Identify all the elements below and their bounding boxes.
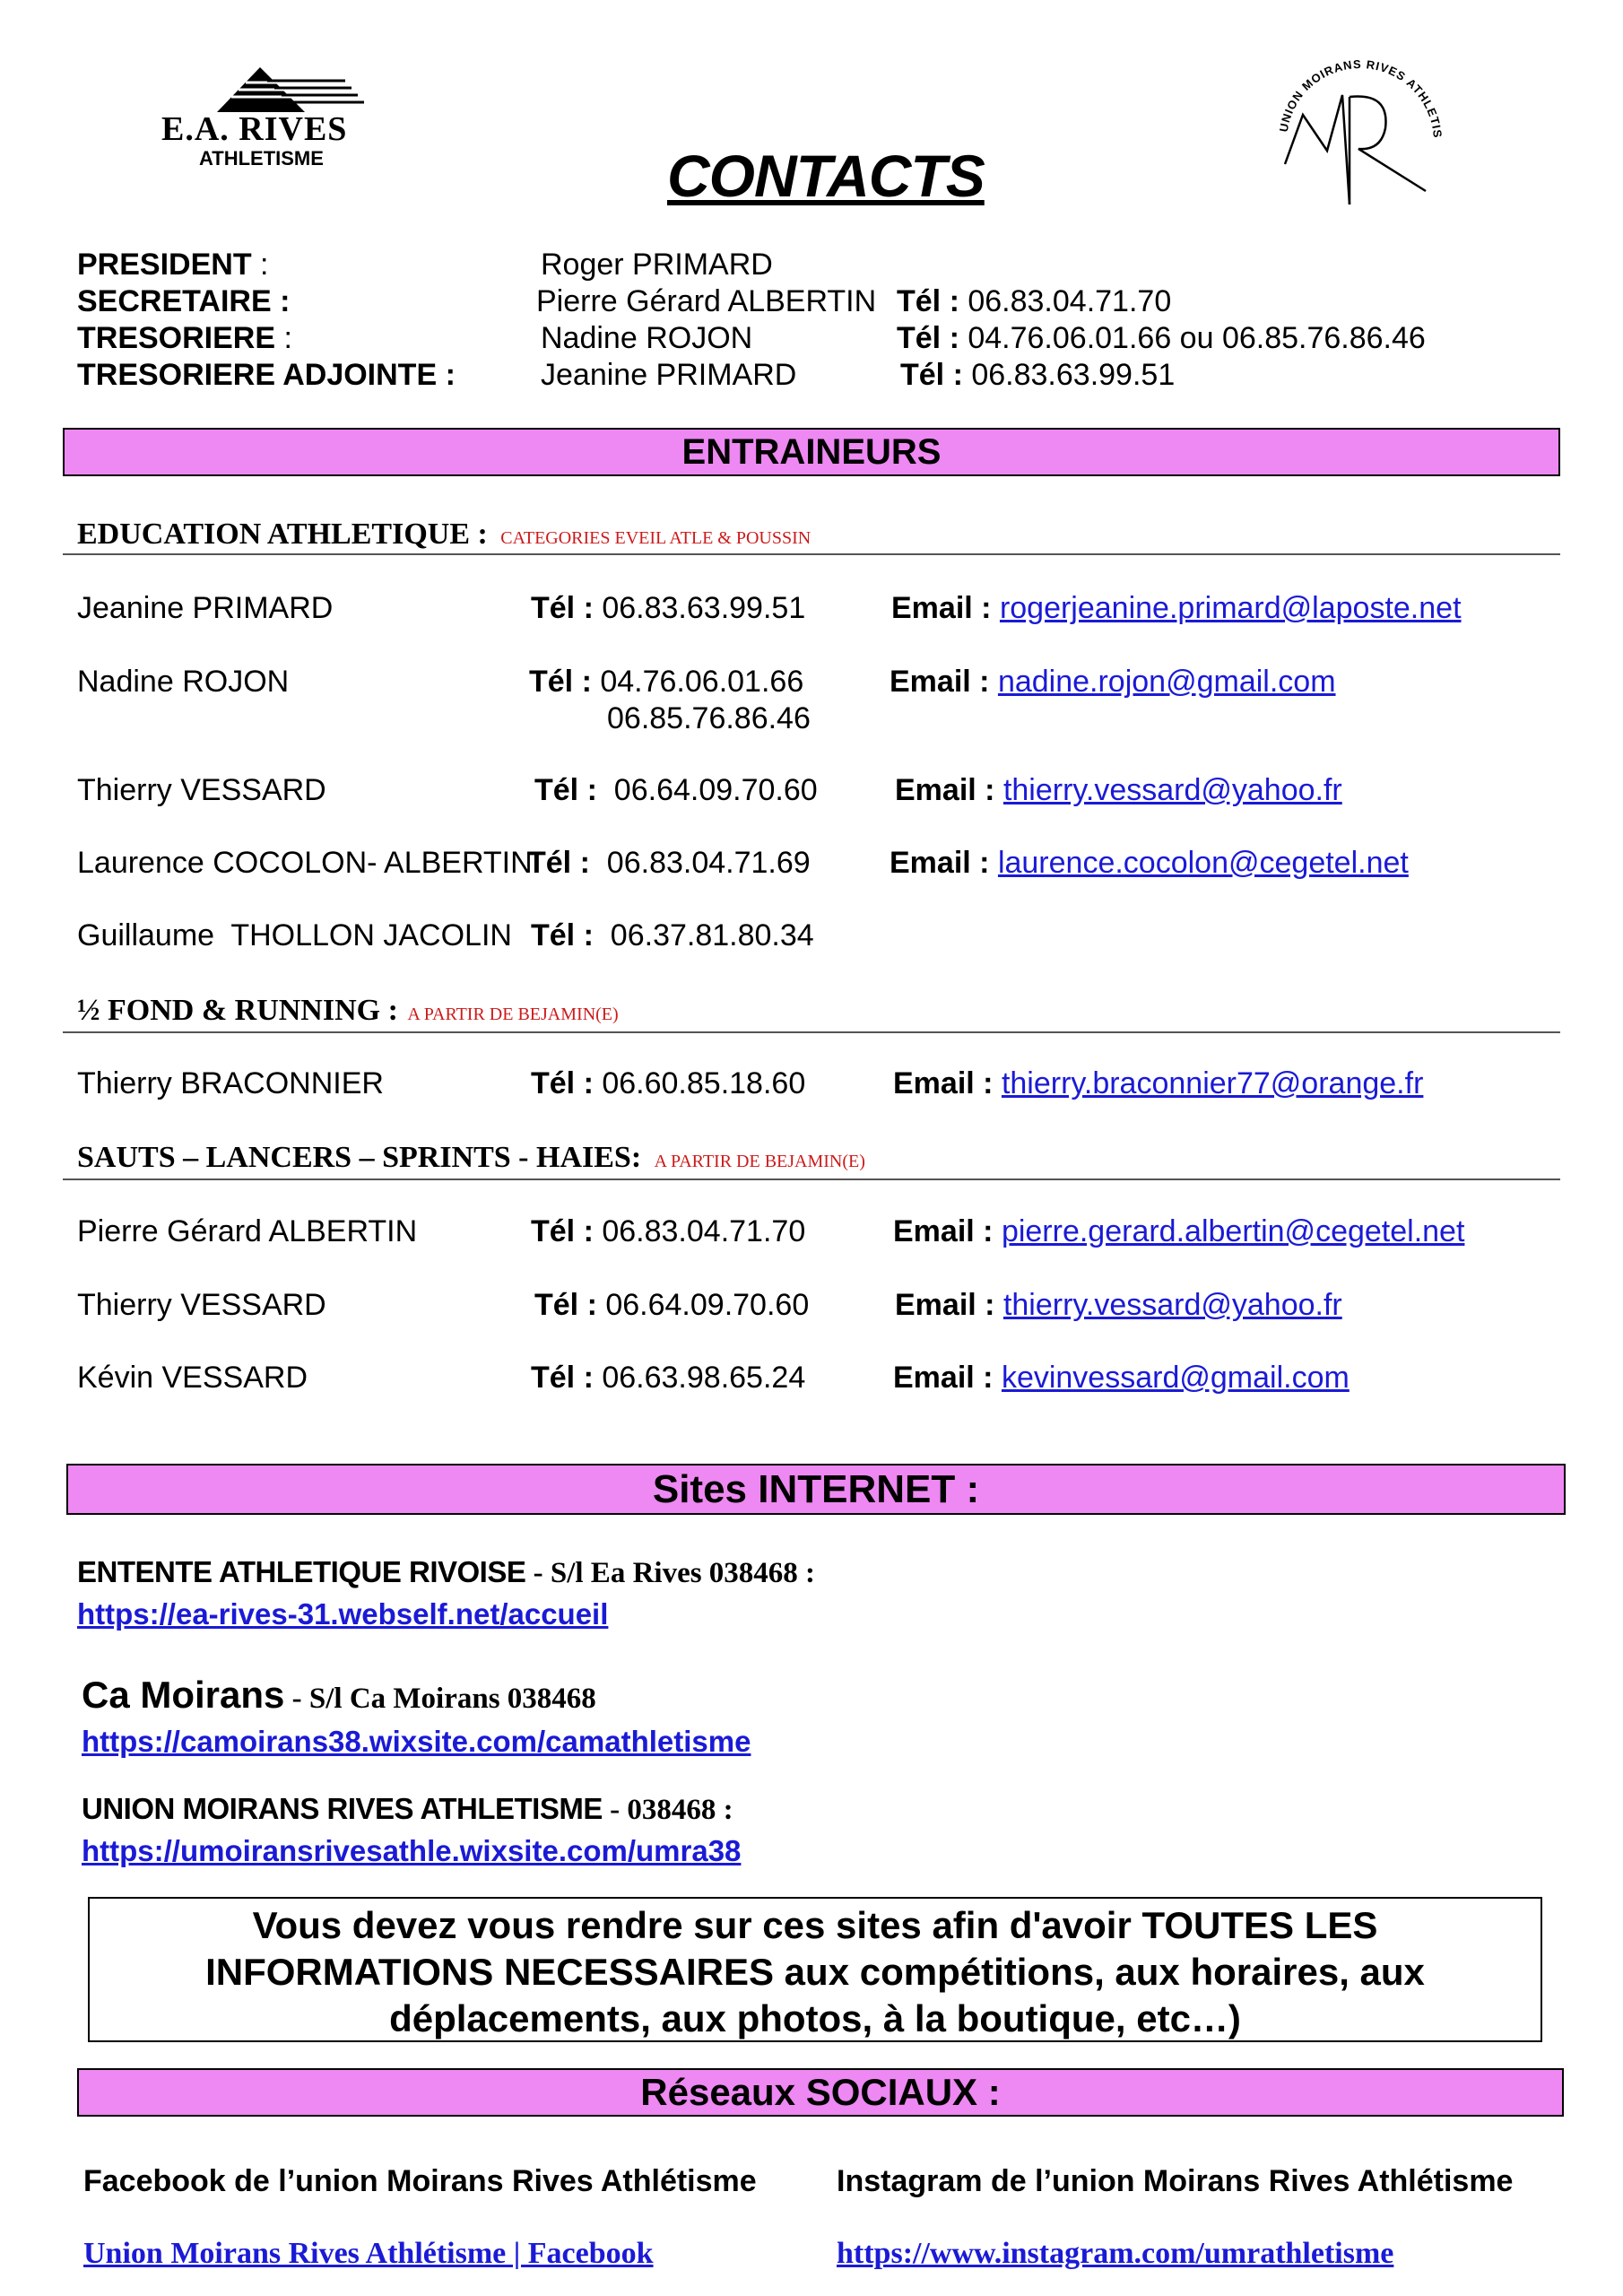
email-link[interactable]: nadine.rojon@gmail.com xyxy=(997,665,1336,699)
coach-email: Email : rogerjeanine.primard@laposte.net xyxy=(891,591,1462,625)
facebook-link[interactable]: Union Moirans Rives Athlétisme | Facebook xyxy=(83,2237,654,2270)
officer-role: TRESORIERE : xyxy=(77,321,292,355)
instagram-link[interactable]: https://www.instagram.com/umrathletisme xyxy=(837,2237,1394,2270)
officer-tel: Tél : 06.83.63.99.51 xyxy=(900,358,1176,392)
officer-role: PRESIDENT : xyxy=(77,248,269,282)
email-link[interactable]: thierry.vessard@yahoo.fr xyxy=(1002,773,1342,807)
section-divider xyxy=(63,1178,1560,1180)
coach-row xyxy=(77,1066,1584,1106)
umra-logo xyxy=(1260,43,1457,213)
officer-row xyxy=(77,358,1601,394)
officer-name: Jeanine PRIMARD xyxy=(541,358,797,392)
email-link[interactable]: rogerjeanine.primard@laposte.net xyxy=(999,591,1462,625)
site-link[interactable]: https://ea-rives-31.webself.net/accueil xyxy=(77,1597,609,1631)
page-title: CONTACTS xyxy=(667,143,985,209)
ea-rives-logo xyxy=(161,63,377,179)
officer-row xyxy=(77,321,1601,357)
sites-header: Sites INTERNET : xyxy=(66,1464,1566,1515)
coach-name: Kévin VESSARD xyxy=(77,1361,308,1395)
notice-box xyxy=(88,1897,1542,2042)
email-link[interactable]: thierry.braconnier77@orange.fr xyxy=(1001,1066,1424,1100)
section-note: A PARTIR DE BEJAMIN(E) xyxy=(407,1004,619,1024)
officer-tel: Tél : 04.76.06.01.66 ou 06.85.76.86.46 xyxy=(897,321,1426,355)
coach-email: Email : thierry.vessard@yahoo.fr xyxy=(895,1288,1342,1322)
site-entry xyxy=(82,1675,1337,1760)
section-title: ½ FOND & RUNNING : A PARTIR DE BEJAMIN(E) xyxy=(77,994,619,1027)
coach-row xyxy=(77,773,1584,813)
instagram-label: Instagram de l’union Moirans Rives Athlétisme xyxy=(837,2164,1514,2198)
officer-row xyxy=(77,284,1601,320)
coach-tel: Tél : 06.64.09.70.60 xyxy=(534,1288,810,1322)
officer-row xyxy=(77,248,1601,283)
coach-tel: Tél : 06.83.04.71.70 xyxy=(531,1214,806,1248)
coach-row xyxy=(77,1361,1584,1400)
officer-role: TRESORIERE ADJOINTE : xyxy=(77,358,456,392)
coach-row xyxy=(77,846,1584,885)
site-entry xyxy=(82,1791,1337,1869)
coach-name: Thierry BRACONNIER xyxy=(77,1066,384,1100)
coach-email: Email : thierry.braconnier77@orange.fr xyxy=(893,1066,1424,1100)
coach-name: Guillaume THOLLON JACOLIN xyxy=(77,918,512,952)
site-link[interactable]: https://umoiransrivesathle.wixsite.com/umra38 xyxy=(82,1834,742,1867)
svg-text:UNION MOIRANS RIVES ATHLETISME: UNION MOIRANS RIVES ATHLETIS xyxy=(1276,57,1445,139)
section-title: EDUCATION ATHLETIQUE : CATEGORIES EVEIL ATLE & POUSSIN xyxy=(77,517,812,551)
email-link[interactable]: pierre.gerard.albertin@cegetel.net xyxy=(1001,1214,1465,1248)
site-title: ENTENTE ATHLETIQUE RIVOISE - S/l Ea Rives 038468 : xyxy=(77,1555,816,1589)
logo-left-line2: ATHLETISME xyxy=(199,147,324,170)
site-title: Ca Moirans - S/l Ca Moirans 038468 xyxy=(82,1674,596,1716)
coach-name: Nadine ROJON xyxy=(77,665,290,699)
coach-tel-secondary: 06.85.76.86.46 xyxy=(607,701,811,735)
coach-name: Jeanine PRIMARD xyxy=(77,591,334,625)
coach-row xyxy=(77,1288,1584,1327)
site-link[interactable]: https://camoirans38.wixsite.com/camathletisme xyxy=(82,1725,751,1758)
coach-name: Thierry VESSARD xyxy=(77,773,326,807)
logo-left-line1: E.A. RIVES xyxy=(161,110,348,148)
coach-email: Email : pierre.gerard.albertin@cegetel.net xyxy=(893,1214,1465,1248)
notice-line: INFORMATIONS NECESSAIRES aux compétitions, aux horaires, aux xyxy=(205,1951,1425,1993)
section-note: A PARTIR DE BEJAMIN(E) xyxy=(654,1152,865,1171)
coach-tel: Tél : 06.60.85.18.60 xyxy=(531,1066,806,1100)
officer-tel: Tél : 06.83.04.71.70 xyxy=(897,284,1172,318)
coach-name: Pierre Gérard ALBERTIN xyxy=(77,1214,418,1248)
coach-name: Thierry VESSARD xyxy=(77,1288,326,1322)
notice-line: déplacements, aux photos, à la boutique, etc…) xyxy=(389,1997,1241,2039)
coach-name: Laurence COCOLON- ALBERTIN xyxy=(77,846,533,880)
section-divider xyxy=(63,1031,1560,1033)
coach-tel: Tél : 06.83.04.71.69 xyxy=(527,846,811,880)
section-divider xyxy=(63,553,1560,555)
coach-row xyxy=(77,591,1584,631)
officer-name: Roger PRIMARD xyxy=(541,248,773,282)
coach-email: Email : thierry.vessard@yahoo.fr xyxy=(895,773,1342,807)
coach-email: Email : laurence.cocolon@cegetel.net xyxy=(890,846,1409,880)
umra-emblem-icon xyxy=(1260,43,1457,213)
coach-tel: Tél : 06.64.09.70.60 xyxy=(534,773,818,807)
entraineurs-header: ENTRAINEURS xyxy=(63,428,1560,476)
coach-email: Email : nadine.rojon@gmail.com xyxy=(890,665,1336,699)
coach-tel: Tél : 06.37.81.80.34 xyxy=(531,918,814,952)
facebook-label: Facebook de l’union Moirans Rives Athlétisme xyxy=(83,2164,757,2198)
officer-name: Nadine ROJON xyxy=(541,321,753,355)
social-header: Réseaux SOCIAUX : xyxy=(77,2068,1564,2117)
coach-row xyxy=(77,918,1584,958)
section-title: SAUTS – LANCERS – SPRINTS - HAIES: A PARTIR DE BEJAMIN(E) xyxy=(77,1141,865,1174)
section-note: CATEGORIES EVEIL ATLE & POUSSIN xyxy=(500,528,812,548)
email-link[interactable]: kevinvessard@gmail.com xyxy=(1001,1361,1350,1395)
coach-tel: Tél : 06.83.63.99.51 xyxy=(531,591,806,625)
site-title: UNION MOIRANS RIVES ATHLETISME - 038468 : xyxy=(82,1792,733,1826)
officer-role: SECRETAIRE : xyxy=(77,284,291,318)
coach-tel: Tél : 04.76.06.01.66 xyxy=(529,665,804,699)
site-entry xyxy=(77,1554,1332,1632)
coach-row xyxy=(77,665,1584,742)
coach-email: Email : kevinvessard@gmail.com xyxy=(893,1361,1350,1395)
officer-name: Pierre Gérard ALBERTIN xyxy=(536,284,877,318)
notice-line: Vous devez vous rendre sur ces sites afin d'avoir TOUTES LES xyxy=(252,1904,1378,1946)
email-link[interactable]: laurence.cocolon@cegetel.net xyxy=(997,846,1409,880)
email-link[interactable]: thierry.vessard@yahoo.fr xyxy=(1002,1288,1342,1322)
coach-tel: Tél : 06.63.98.65.24 xyxy=(531,1361,806,1395)
coach-row xyxy=(77,1214,1584,1254)
